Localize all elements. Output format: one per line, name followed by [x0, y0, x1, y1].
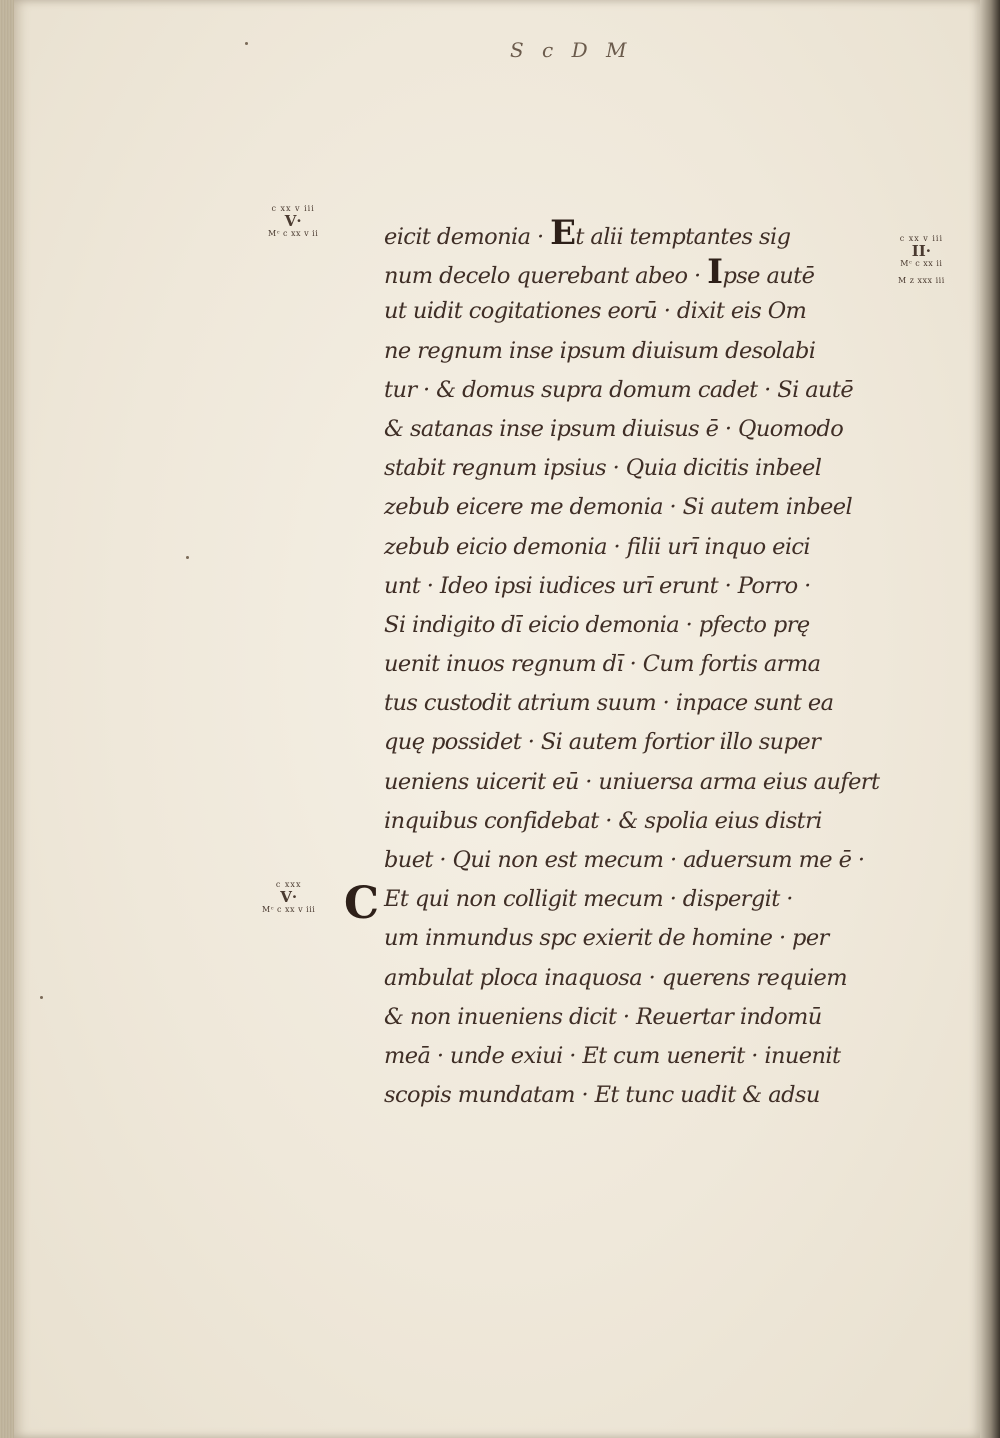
- text-line: [384, 723, 894, 762]
- text-line: [384, 880, 894, 919]
- marginal-note-bot2: M z xxx iii: [898, 276, 945, 285]
- text-line: [384, 410, 894, 449]
- ink-speck: [245, 42, 248, 45]
- text-line: [384, 919, 894, 958]
- marginal-note-mid: II·: [911, 242, 931, 260]
- text-line: [384, 1037, 894, 1076]
- text-line-rest: t alii temptantes sig: [575, 224, 791, 250]
- text-line: [384, 253, 894, 292]
- text-line-main: uenit inuos regnum dī · Cum fortis arma: [384, 651, 821, 678]
- marginal-note-top: c xx v iii: [271, 204, 315, 213]
- initial-letter: E: [550, 213, 576, 253]
- ink-speck: [186, 556, 189, 559]
- text-line-main: meā · unde exiui · Et cum uenerit · inuenit: [384, 1042, 841, 1069]
- initial-letter: I: [707, 252, 723, 293]
- marginal-note-top: c xx v iii: [899, 234, 944, 243]
- text-line-main: inquibus confidebat · & spolia eius distri: [384, 807, 822, 834]
- text-line: [384, 488, 894, 527]
- marginal-note-left-2: [262, 880, 315, 914]
- text-line: [384, 567, 894, 606]
- text-line-main: stabit regnum ipsius · Quia dicitis inbeel: [384, 455, 822, 482]
- text-line-main: ambulat ploca inaquosa · querens requiem: [384, 964, 848, 991]
- text-line-main: zebub eicere me demonia · Si autem inbeel: [384, 494, 853, 521]
- text-line-main: & satanas inse ipsum diuisus ē · Quomodo: [384, 415, 844, 442]
- text-line-main: eicit demonia ·: [384, 224, 551, 250]
- text-line: [384, 959, 894, 998]
- marginal-note-right: [898, 234, 945, 285]
- text-line: [384, 1076, 894, 1115]
- text-line: [384, 763, 894, 802]
- text-line-main: ne regnum inse ipsum diuisum desolabi: [384, 337, 816, 364]
- marginal-note-bot: Mᶜ c xx v ii: [268, 229, 319, 238]
- text-line-main: um inmundus spc exierit de homine · per: [384, 925, 829, 952]
- text-line: [384, 645, 894, 684]
- text-line: [384, 214, 894, 253]
- text-line-main: tur · & domus supra domum cadet · Si autē: [384, 376, 854, 403]
- text-line-main: zebub eicio demonia · filii urī inquo eici: [384, 533, 811, 560]
- text-line: [384, 802, 894, 841]
- text-line: [384, 292, 894, 331]
- marginal-note-bot: Mᶜ c xx v iii: [262, 905, 316, 914]
- text-line-main: & non inueniens dicit · Reuertar indomū: [384, 1003, 822, 1030]
- text-line: [384, 528, 894, 567]
- text-line-main: ut uidit cogitationes eorū · dixit eis Om: [384, 298, 807, 325]
- text-line: [384, 998, 894, 1037]
- text-line-main: buet · Qui non est mecum · aduersum me ē ·: [384, 847, 865, 873]
- text-line-main: Et qui non colligit mecum · dispergit ·: [384, 886, 793, 913]
- running-title: S c D M: [510, 38, 633, 62]
- marginal-note-mid: V·: [284, 212, 302, 230]
- page-stack-right: [980, 0, 1000, 1438]
- text-line-main: quę possidet · Si autem fortior illo super: [384, 729, 821, 756]
- main-text-block: [384, 214, 894, 1115]
- text-line: [384, 684, 894, 723]
- marginal-note-top: c xxx: [275, 880, 302, 889]
- drop-cap: C: [344, 878, 380, 929]
- text-line: [384, 371, 894, 410]
- text-line: [384, 841, 894, 880]
- text-line: [384, 332, 894, 371]
- text-line: [384, 449, 894, 488]
- text-line-main: num decelo querebant abeo ·: [384, 263, 708, 290]
- text-line: [384, 606, 894, 645]
- marginal-note-mid: V·: [280, 888, 298, 906]
- text-line-main: ueniens uicerit eū · uniuersa arma eius aufert: [384, 768, 880, 795]
- text-line-main: Si indigito dī eicio demonia · pfecto prę: [384, 611, 810, 638]
- text-line-main: scopis mundatam · Et tunc uadit & adsu: [384, 1082, 820, 1109]
- marginal-note-bot: Mᶜ c xx ii: [900, 259, 943, 268]
- text-line-main: tus custodit atrium suum · inpace sunt ea: [384, 690, 834, 717]
- text-line-rest: pse autē: [722, 263, 815, 290]
- text-line-main: unt · Ideo ipsi iudices urī erunt · Porro ·: [384, 572, 811, 599]
- marginal-note-left-1: [268, 204, 318, 238]
- ink-speck: [40, 996, 43, 999]
